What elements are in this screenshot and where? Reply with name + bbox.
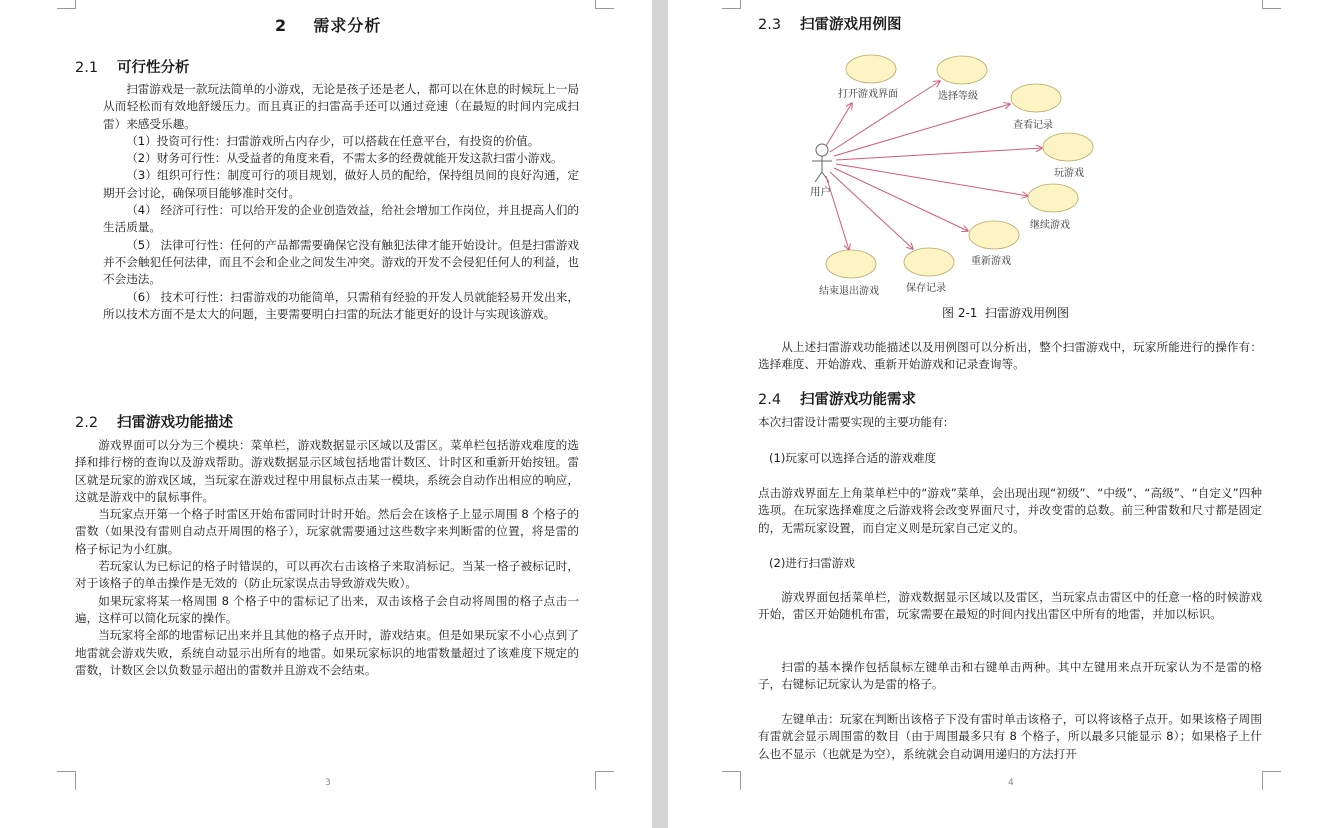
section-2-4-intro [758,414,1262,431]
section-2-1-body [103,81,579,323]
paragraph: 本次扫雷设计需要实现的主要功能有: [758,415,948,429]
arrow-to-uc-5 [834,168,968,231]
use-case-label: 保存记录 [906,283,946,294]
requirement-2-title [769,555,1249,572]
section-title: 扫雷游戏功能需求 [800,392,916,408]
requirement-1-body [758,485,1262,537]
paragraph: （6） 技术可行性：扫雷游戏的功能简单，只需稍有经验的开发人员就能轻易开发出来，所以技术方面不是太大的问题，主要需要明白扫雷的玩法才能更好的设计与实现该游戏。 [103,289,579,321]
section-number: 2.3 [758,17,782,33]
paragraph: (2)进行扫雷游戏 [769,556,855,570]
crop-mark-bottom-left [57,771,76,790]
requirement-2-body-2 [758,659,1262,694]
crop-mark-top-left [57,0,76,9]
arrow-to-uc-4 [836,164,1028,196]
section-title: 扫雷游戏功能描述 [117,415,233,431]
use-case-select-level [937,56,987,84]
paragraph: 当玩家将全部的地雷标记出来并且其他的格子点开时，游戏结束。但是如果玩家不小心点到了地雷就会游戏失败，系统自动显示出所有的地雷。如果玩家标识的地雷数量超过了该难度下规定的雷数，计数区会以负数显示超出的雷数并且游戏不会结束。 [75,628,579,677]
section-number: 2.4 [758,392,782,408]
paragraph: 如果玩家将某一格周围 8 个格子中的雷标记了出来，双击该格子会自动将周围的格子点击一遍，这样可以简化玩家的操作。 [75,593,579,625]
arrow-to-uc-2 [834,104,1010,156]
arrow-to-uc-6 [830,172,913,249]
paragraph: 游戏界面包括菜单栏，游戏数据显示区域以及雷区，当玩家点击雷区中的任意一格的时候游戏开始，雷区开始随机布雷，玩家需要在最短的时间内找出雷区中所有的地雷，并加以标识。 [758,590,1262,622]
paragraph: （4） 经济可行性：可以给开发的企业创造效益，给社会增加工作岗位，并且提高人们的生活质量。 [103,203,579,235]
paragraph: （3）组织可行性：制度可行的项目规划，做好人员的配给，保持组员间的良好沟通，定期开会讨论，确保项目能够准时交付。 [103,168,579,200]
use-case-view-records [1011,84,1061,112]
use-case-label: 重新游戏 [971,256,1011,267]
document-page-4 [668,0,1331,828]
crop-mark-bottom-right [1262,771,1281,790]
page-number: 4 [1008,778,1014,788]
paragraph: （2）财务可行性：从受益者的角度来看，不需太多的经费就能开发这款扫雷小游戏。 [126,151,563,166]
paragraph: 扫雷的基本操作包括鼠标左键单击和右键单击两种。其中左键用来点开玩家认为不是雷的格子，右键标记玩家认为是雷的格子。 [758,660,1262,692]
paragraph: 点击游戏界面左上角菜单栏中的“游戏”菜单，会出现出现“初级”、“中级”、“高级”、“自定义”四种选项。在玩家选择难度之后游戏将会改变界面尺寸，并改变雷的总数。前三种雷数和尺寸都是固定的，无需玩家设置，而自定义则是玩家自己定义的。 [758,486,1262,535]
section-2-2-body [75,437,579,679]
use-case-label: 打开游戏界面 [838,89,898,100]
section-title: 扫雷游戏用例图 [800,17,902,33]
use-case-restart [969,221,1019,249]
page-gutter [652,0,668,828]
paragraph: 左键单击：玩家在判断出该格子下没有雷时单击该格子，可以将该格子点开。如果该格子周围有雷就会显示周围雷的数目（由于周围最多只有 8 个格子，所以最多只能显示 8）；如果格子上什么也不显示（也就是为空），系统就会自动调用递归的方法打开 [758,712,1262,761]
paragraph: 若玩家认为已标记的格子时错误的，可以再次右击该格子来取消标记。当某一格子被标记时，对于该格子的单击操作是无效的（防止玩家误点击导致游戏失败）。 [75,559,579,591]
paragraph: （5） 法律可行性：任何的产品都需要确保它没有触犯法律才能开始设计。但是扫雷游戏并不会触犯任何法律，而且不会和企业之间发生冲突。游戏的开发不会侵犯任何人的利益，也不会违法。 [103,237,579,287]
paragraph: 当玩家点开第一个格子时雷区开始布雷同时计时开始。然后会在该格子上显示周围 8 个格子的雷数（如果没有雷则自动点开周围的格子），玩家就需要通过这些数字来判断雷的位置，将是雷的格子标记为小红旗。 [75,507,579,556]
paragraph: (1)玩家可以选择合适的游戏难度 [769,451,937,465]
use-case-label: 选择等级 [938,91,978,102]
use-case-save-records [904,248,954,276]
crop-mark-bottom-left [722,771,741,790]
section-2-1-heading [75,56,190,77]
actor-figure [812,144,832,182]
section-number: 2.1 [75,60,99,76]
arrow-to-uc-0 [826,103,852,146]
figure-caption: 图 2-1 扫雷游戏用例图 [942,306,1070,320]
use-case-diagram [668,0,1331,300]
section-number: 2.2 [75,415,99,431]
use-case-label: 结束退出游戏 [819,286,879,297]
use-case-label: 查看记录 [1013,120,1053,131]
requirement-2-body-1 [758,589,1262,624]
document-page-3 [0,0,652,828]
section-title: 可行性分析 [117,60,190,76]
chapter-title: 2 需求分析 [275,16,382,35]
arrow-to-uc-3 [836,148,1042,160]
paragraph: 游戏界面可以分为三个模块：菜单栏，游戏数据显示区域以及雷区。菜单栏包括游戏难度的选择和排行榜的查询以及游戏帮助。游戏数据显示区域包括地雷计数区、计时区和重新开始按钮。雷区就是玩家的游戏区域，当玩家在游戏过程中用鼠标点击某一模块，系统会自动作出相应的响应，这就是游戏中的鼠标事件。 [75,438,579,504]
paragraph-after-figure [758,339,1262,374]
section-2-4-heading [758,388,916,409]
use-case-label: 玩游戏 [1054,168,1084,179]
use-case-exit [826,250,876,278]
paragraph: 扫雷游戏是一款玩法简单的小游戏，无论是孩子还是老人，都可以在休息的时候玩上一局从而轻松而有效地舒缓压力。而且真正的扫雷高手还可以通过竞速（在最短的时间内完成扫雷）来感受乐趣。 [103,82,579,131]
requirement-1-title [769,450,1249,467]
paragraph: （1）投资可行性：扫雷游戏所占内存少，可以搭载在任意平台，有投资的价值。 [126,133,540,148]
crop-mark-bottom-right [595,771,614,790]
paragraph: 从上述扫雷游戏功能描述以及用例图可以分析出，整个扫雷游戏中，玩家所能进行的操作有：选择难度、开始游戏、重新开始游戏和记录查询等。 [758,340,1262,372]
actor-label: 用户 [810,186,831,198]
use-case-continue [1028,184,1078,212]
crop-mark-top-right [595,0,614,9]
page-number: 3 [325,778,331,788]
section-2-2-heading [75,411,233,432]
use-case-label: 继续游戏 [1030,220,1070,231]
use-case-play [1043,133,1093,161]
requirement-2-body-3 [758,711,1262,763]
use-case-open-game [846,55,896,83]
